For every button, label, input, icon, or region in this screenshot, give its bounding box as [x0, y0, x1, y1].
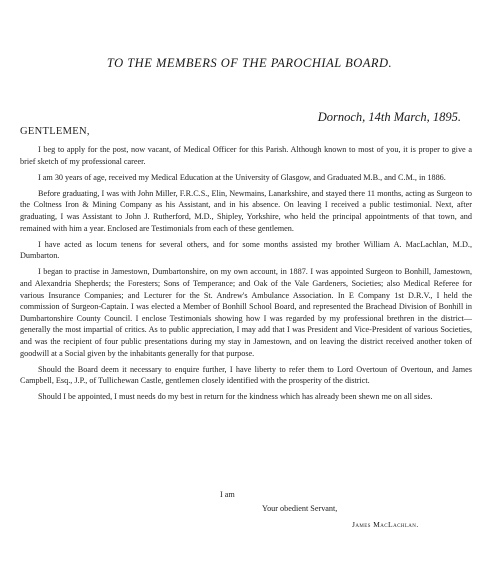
paragraph-closing: Should I be appointed, I must needs do my best in return for the kindness which has already been shewn me on all sides. [38, 392, 433, 402]
valediction: Your obedient Servant, [262, 504, 338, 513]
signature: James MacLachlan. [352, 520, 419, 529]
paragraph-application: I beg to apply for the post, now vacant, of Medical Officer for this Parish. Although known to most of you, it is proper to give a brief sketch of my professional career. [20, 145, 472, 166]
paragraph-before-graduating: Before graduating, I was with John Miller, F.R.C.S., Elin, Newmains, Lanarkshire, and stayed there 11 months, acting as Surgeon to the Coltness Iron & Mining Company as his Assistant, and in his absence. On leaving I received a public testimonial. Next, after graduating, I was Assistant to John J. Rutherford, M.D., Shipley, Yorkshire, who held the principal appointments of that town, and remained with him a year. Enclosed are Testimonials from each of these gentlemen. [20, 188, 472, 233]
dateline: Dornoch, 14th March, 1895. [317, 110, 461, 124]
letter-body [20, 144, 472, 403]
paragraph-references: Should the Board deem it necessary to enquire further, I have liberty to refer them to Lord Overtoun of Overtoun, and James Campbell, Esq., J.P., of Tullichewan Castle, gentlemen closely identified with the prosperity of the district. [20, 364, 472, 386]
paragraph-jamestown-practice: I began to practise in Jamestown, Dumbartonshire, on my own account, in 1887. I was appointed Surgeon to Bonhill, Jamestown, and Alexandria Shepherds; the Foresters; Sons of Temperance; and Oak of the Vale Gardeners, Societies; also Medical Referee for various Insurance Companies; and Lecturer for the St. Andrew's Ambulance Association. In E Company 1st D.R.V., I held the commission of Surgeon-Captain. I was elected a Member of Bonhill School Board, and represented the Brachead Division of Bonhill in Dumbartonshire County Council. I enclose Testimonials showing how I was regarded by my professional brethren in the district—generally the most impartial of critics. As to public appreciation, I may add that I was President and Vice-President of various Societies, and was the recipient of four public presentations during my stay in Jamestown, and on leaving the district received another token of goodwill at a Social given by the inhabitants generally for that purpose. [20, 267, 472, 358]
closing-line: I am [220, 490, 235, 499]
salutation: GENTLEMEN, [20, 126, 90, 137]
paragraph-locum-tenens: I have acted as locum tenens for several others, and for some months assisted my brother William A. MacLachlan, M.D., Dumbarton. [20, 239, 472, 261]
letter-title: TO THE MEMBERS OF THE PAROCHIAL BOARD. [106, 56, 393, 70]
paragraph-education: I am 30 years of age, received my Medical Education at the University of Glasgow, and Graduated M.B., and C.M., in 1886. [38, 172, 446, 182]
